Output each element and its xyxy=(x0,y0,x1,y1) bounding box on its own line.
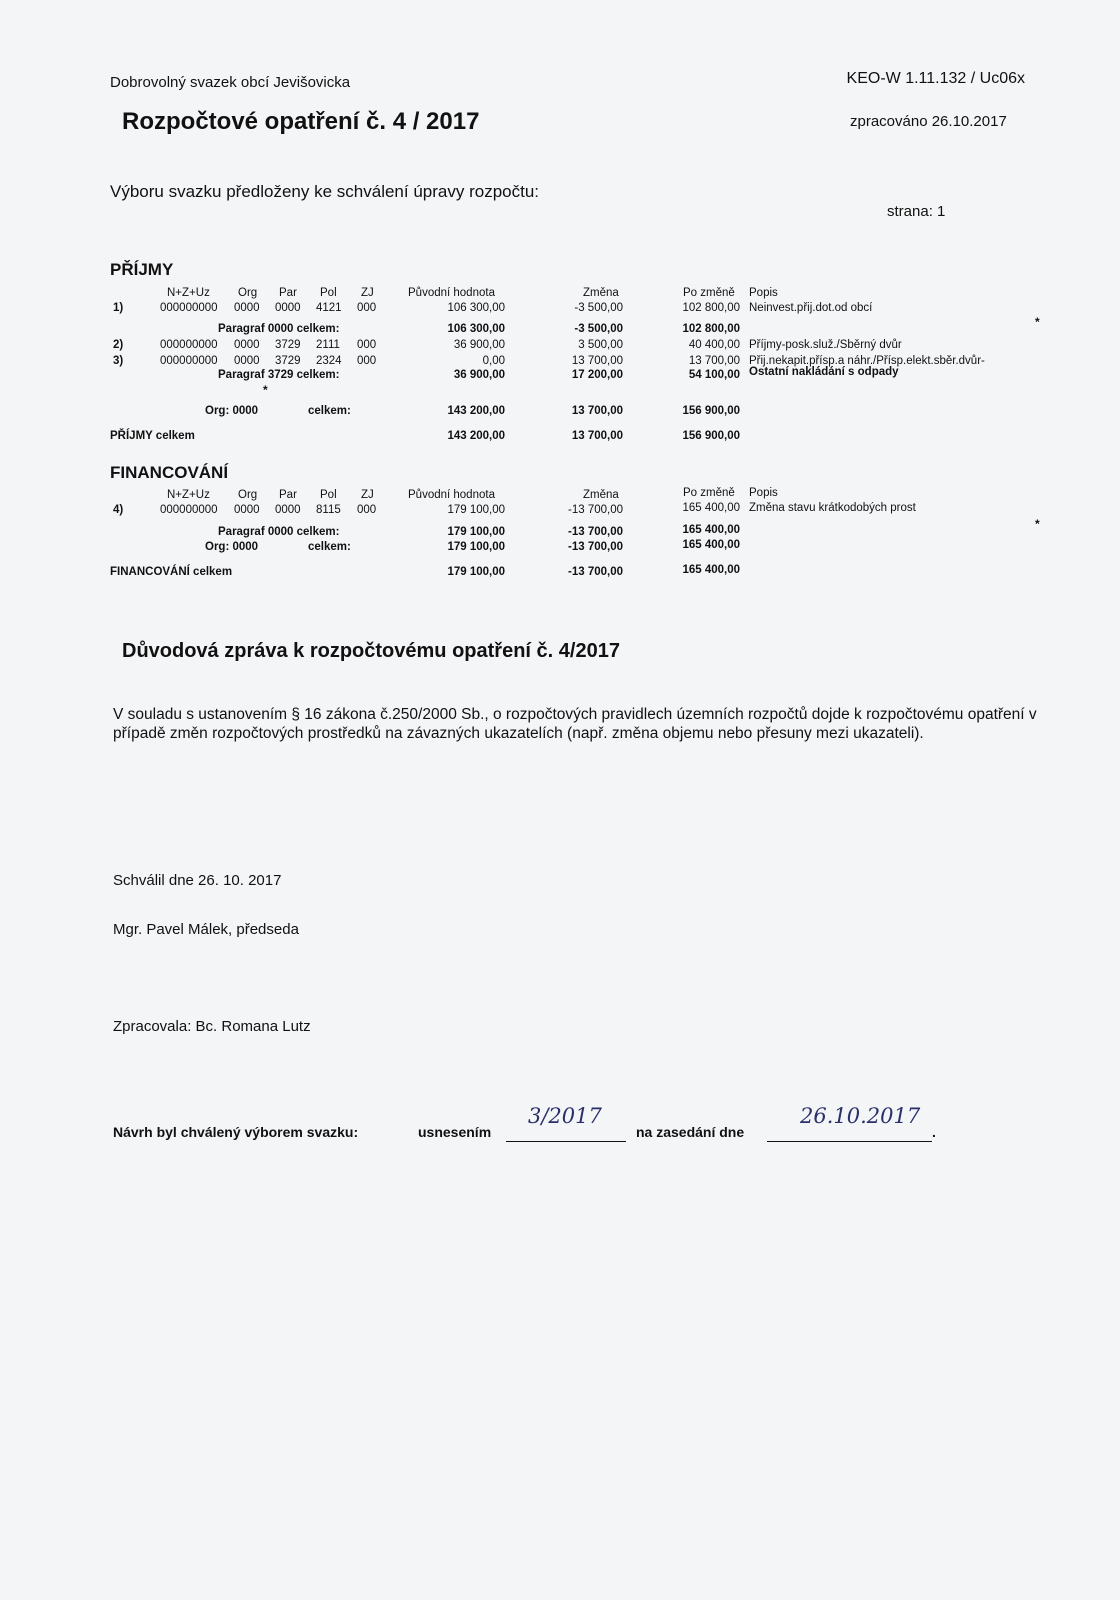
org-label: Org: 0000 xyxy=(205,405,259,417)
col-after: Po změně xyxy=(683,287,735,299)
row-number: 1) xyxy=(113,302,124,314)
cell-nzuz: 000000000 xyxy=(160,339,218,351)
cell-original: 36 900,00 xyxy=(453,339,505,351)
cell-par: 0000 xyxy=(275,302,301,314)
cell-original: 179 100,00 xyxy=(447,504,505,516)
meeting-label: na zasedání dne xyxy=(636,1124,745,1140)
cell-zj: 000 xyxy=(357,504,377,516)
cell-original: 143 200,00 xyxy=(447,405,505,417)
cell-par: 0000 xyxy=(275,504,301,516)
motion-label: Návrh byl chválený výborem svazku: xyxy=(113,1124,359,1140)
col-org: Org xyxy=(238,489,258,501)
form-code: KEO-W 1.11.132 / Uc06x xyxy=(846,70,1025,87)
col-original: Původní hodnota xyxy=(408,489,495,501)
cell-nzuz: 000000000 xyxy=(160,302,218,314)
cell-change: -13 700,00 xyxy=(568,504,623,516)
cell-org: 0000 xyxy=(234,504,260,516)
cell-org: 0000 xyxy=(234,355,260,367)
cell-change: -13 700,00 xyxy=(568,566,623,578)
cell-zj: 000 xyxy=(357,302,377,314)
cell-pol: 4121 xyxy=(316,302,342,314)
cell-pol: 2111 xyxy=(316,339,340,351)
cell-desc: Neinvest.přij.dot.od obcí xyxy=(749,302,873,314)
asterisk-mark: * xyxy=(1035,517,1040,531)
cell-nzuz: 000000000 xyxy=(160,504,218,516)
row-number: 2) xyxy=(113,339,124,351)
cell-original: 106 300,00 xyxy=(447,302,505,314)
cell-original: 179 100,00 xyxy=(447,541,505,553)
col-pol: Pol xyxy=(320,489,337,501)
organization-name: Dobrovolný svazek obcí Jevišovicka xyxy=(110,74,351,91)
cell-change: 3 500,00 xyxy=(578,339,623,351)
col-desc: Popis xyxy=(749,487,778,499)
cell-desc: Přij.nekapit.přísp.a náhr./Přísp.elekt.sběr.dvůr- xyxy=(749,355,985,367)
chairman-name: Mgr. Pavel Málek, předseda xyxy=(113,921,299,938)
page-number: strana: 1 xyxy=(887,203,946,220)
cell-desc: Ostatní nakládání s odpady xyxy=(749,366,899,378)
document-title: Rozpočtové opatření č. 4 / 2017 xyxy=(122,108,480,135)
col-nzuz: N+Z+Uz xyxy=(167,489,210,501)
col-zj: ZJ xyxy=(361,489,374,501)
end-dot: . xyxy=(932,1124,936,1140)
col-nzuz: N+Z+Uz xyxy=(167,287,210,299)
cell-after: 40 400,00 xyxy=(688,339,740,351)
cell-pol: 8115 xyxy=(316,504,341,516)
cell-change: 13 700,00 xyxy=(571,405,623,417)
celkem-label: celkem: xyxy=(308,405,351,417)
org-label: Org: 0000 xyxy=(205,541,259,553)
cell-par: 3729 xyxy=(275,339,301,351)
cell-change: -3 500,00 xyxy=(574,323,623,335)
resolution-handwritten: 3/2017 xyxy=(528,1104,602,1128)
cell-par: 3729 xyxy=(275,355,301,367)
cell-change: -13 700,00 xyxy=(568,526,623,538)
cell-original: 143 200,00 xyxy=(447,430,505,442)
processed-by: Zpracovala: Bc. Romana Lutz xyxy=(113,1018,311,1035)
subtotal-label: Paragraf 0000 celkem: xyxy=(218,323,340,335)
cell-zj: 000 xyxy=(357,355,377,367)
income-heading: PŘÍJMY xyxy=(110,260,174,279)
cell-zj: 000 xyxy=(357,339,377,351)
resolution-line xyxy=(506,1141,626,1142)
cell-after: 13 700,00 xyxy=(688,355,740,367)
col-pol: Pol xyxy=(320,287,337,299)
cell-org: 0000 xyxy=(234,302,260,314)
report-heading: Důvodová zpráva k rozpočtovému opatření č. 4/2017 xyxy=(122,640,620,662)
cell-after: 156 900,00 xyxy=(682,405,740,417)
celkem-label: celkem: xyxy=(308,541,351,553)
cell-change: -3 500,00 xyxy=(574,302,623,314)
financing-heading: FINANCOVÁNÍ xyxy=(110,463,229,482)
col-original: Původní hodnota xyxy=(408,287,495,299)
row-number: 3) xyxy=(113,355,124,367)
cell-nzuz: 000000000 xyxy=(160,355,218,367)
cell-original: 36 900,00 xyxy=(453,369,505,381)
cell-after: 102 800,00 xyxy=(682,323,740,335)
cell-after: 165 400,00 xyxy=(682,564,740,576)
cell-original: 0,00 xyxy=(482,355,505,367)
col-desc: Popis xyxy=(749,287,778,299)
cell-change: -13 700,00 xyxy=(568,541,623,553)
cell-after: 102 800,00 xyxy=(682,302,740,314)
col-zj: ZJ xyxy=(361,287,374,299)
asterisk-mark: * xyxy=(1035,315,1040,329)
cell-after: 165 400,00 xyxy=(682,524,740,536)
cell-original: 106 300,00 xyxy=(447,323,505,335)
resolution-label: usnesením xyxy=(418,1124,492,1140)
subtotal-label: Paragraf 3729 celkem: xyxy=(218,369,340,381)
row-number: 4) xyxy=(113,504,124,516)
col-after: Po změně xyxy=(683,487,735,499)
cell-original: 179 100,00 xyxy=(447,526,505,538)
cell-after: 54 100,00 xyxy=(688,369,740,381)
subtotal-label: Paragraf 0000 celkem: xyxy=(218,526,340,538)
meeting-date-handwritten: 26.10.2017 xyxy=(800,1104,921,1128)
total-label: PŘÍJMY celkem xyxy=(110,430,195,442)
col-par: Par xyxy=(279,287,297,299)
cell-desc: Změna stavu krátkodobých prost xyxy=(749,502,916,514)
cell-pol: 2324 xyxy=(316,355,342,367)
total-label: FINANCOVÁNÍ celkem xyxy=(110,566,233,578)
cell-org: 0000 xyxy=(234,339,260,351)
cell-original: 179 100,00 xyxy=(447,566,505,578)
cell-change: 17 200,00 xyxy=(571,369,623,381)
report-text: V souladu s ustanovením § 16 zákona č.250/2000 Sb., o rozpočtových pravidlech územních rozpočtů dojde k rozpočtovému opatření v případě změn rozpočtových prostředků na závazných ukazatelích (např. změna objemu nebo přesuny mezi ukazateli). xyxy=(113,706,1037,742)
col-par: Par xyxy=(279,489,297,501)
col-org: Org xyxy=(238,287,258,299)
cell-desc: Příjmy-posk.služ./Sběrný dvůr xyxy=(749,339,902,351)
processed-date: zpracováno 26.10.2017 xyxy=(850,113,1007,130)
approval-date: Schválil dne 26. 10. 2017 xyxy=(113,872,282,889)
cell-change: 13 700,00 xyxy=(571,430,623,442)
cell-after: 165 400,00 xyxy=(682,539,740,551)
col-change: Změna xyxy=(583,287,619,299)
cell-change: 13 700,00 xyxy=(571,355,623,367)
intro-text: Výboru svazku předloženy ke schválení úpravy rozpočtu: xyxy=(110,182,540,201)
asterisk-mark: * xyxy=(263,383,268,397)
meeting-line xyxy=(767,1141,932,1142)
col-change: Změna xyxy=(583,489,619,501)
cell-after: 156 900,00 xyxy=(682,430,740,442)
cell-after: 165 400,00 xyxy=(682,502,740,514)
